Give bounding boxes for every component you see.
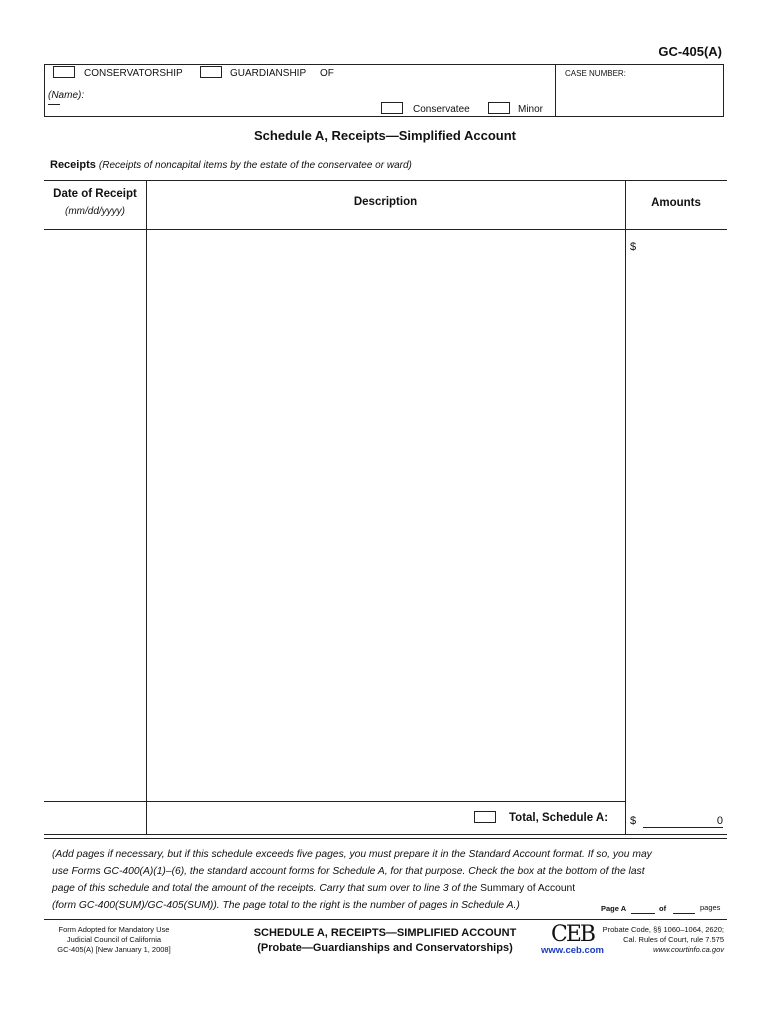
page-title: Schedule A, Receipts—Simplified Account [254, 128, 516, 143]
page-label: Page A [601, 904, 627, 913]
name-label: (Name): [48, 90, 85, 101]
form-number: GC-405(A) [658, 44, 722, 59]
date-entry-area[interactable] [45, 231, 145, 800]
conservatee-label: Conservatee [413, 104, 470, 115]
instructions-line-2: use Forms GC-400(A)(1)–(6), the standard account forms for Schedule A, for that purpose. Check the box at the bottom of the last [52, 866, 645, 877]
pages-label: pages [700, 903, 721, 912]
instructions-line-3: page of this schedule and total the amount of the receipts. Carry that sum over to line 3 of the Summary of Account [52, 883, 576, 894]
footer-right: Probate Code, §§ 1060–1064, 2620; Cal. Rules of Court, rule 7.575 www.courtinfo.ca.gov [602, 925, 724, 954]
receipts-label: Receipts [50, 159, 96, 171]
ceb-link[interactable]: www.ceb.com [541, 945, 604, 956]
of-label: OF [320, 68, 334, 79]
col-date-subheader: (mm/dd/yyyy) [65, 206, 125, 217]
total-schedule-a-label: Total, Schedule A: [509, 812, 609, 824]
conservatorship-label: CONSERVATORSHIP [84, 68, 183, 79]
conservatee-checkbox[interactable] [381, 102, 403, 114]
courtinfo-link[interactable]: www.courtinfo.ca.gov [653, 945, 724, 954]
guardianship-label: GUARDIANSHIP [230, 68, 307, 79]
guardianship-checkbox[interactable] [200, 66, 222, 78]
total-amount-field[interactable]: 0 [716, 815, 723, 827]
ceb-logo: CEB [551, 922, 595, 947]
receipts-note: (Receipts of noncapital items by the estate of the conservatee or ward) [98, 160, 412, 171]
minor-checkbox[interactable] [488, 102, 510, 114]
first-row-dollar-sign: $ [630, 241, 637, 253]
col-description-header: Description [353, 196, 418, 208]
conservatorship-checkbox[interactable] [53, 66, 75, 78]
total-pages-field[interactable] [673, 904, 695, 913]
description-entry-area[interactable] [147, 231, 624, 800]
receipts-heading [50, 159, 412, 171]
footer-title: SCHEDULE A, RECEIPTS—SIMPLIFIED ACCOUNT (Probate—Guardianships and Conservatorships) [253, 927, 517, 954]
instructions-line-4: (form GC-400(SUM)/GC-405(SUM)). The page total to the right is the number of pages in Schedule A.) [52, 900, 520, 911]
col-date-header: Date of Receipt [53, 188, 137, 200]
case-number-label: CASE NUMBER: [565, 69, 626, 78]
page-of-label: of [659, 904, 667, 913]
instructions-line-1: (Add pages if necessary, but if this schedule exceeds five pages, you must prepare it in the Standard Account format. If so, you may [52, 849, 652, 860]
final-page-checkbox[interactable] [474, 811, 496, 823]
col-amounts-header: Amounts [651, 197, 701, 209]
total-dollar-sign: $ [630, 815, 637, 827]
page-number-field[interactable] [631, 904, 655, 913]
instructions [52, 846, 732, 914]
minor-label: Minor [518, 104, 544, 115]
summary-of-account-ref: Summary of Account [480, 883, 576, 894]
amount-entry-area[interactable] [627, 231, 725, 800]
footer-left: Form Adopted for Mandatory Use Judicial Council of California GC-405(A) [New January 1, 2008] [57, 925, 171, 954]
